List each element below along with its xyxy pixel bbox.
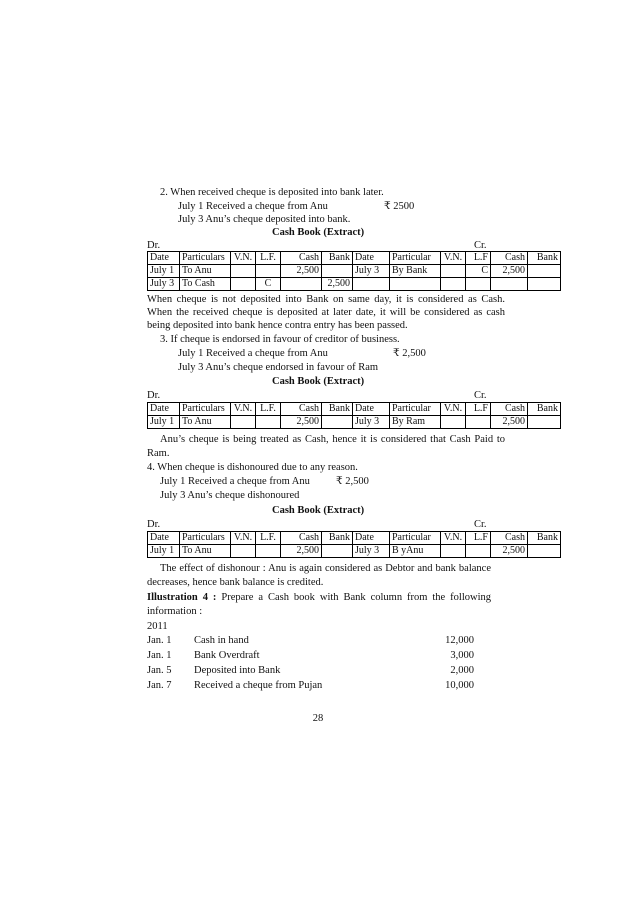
- illustration-item-date: Jan. 1: [147, 635, 172, 646]
- illustration-text-2: information :: [147, 606, 203, 617]
- table-cell: [441, 545, 466, 558]
- section-2-dr: Dr.: [147, 240, 161, 251]
- table-cell: [466, 416, 491, 429]
- illustration-item-amount: 2,000: [450, 665, 474, 676]
- table-header-cell: L.F: [466, 403, 491, 416]
- table-header-cell: Cash: [491, 532, 528, 545]
- illustration-label: Illustration 4 :: [147, 592, 217, 603]
- table-header-cell: Cash: [281, 532, 322, 545]
- illustration-year: 2011: [147, 621, 168, 632]
- table-header-row: [148, 532, 561, 545]
- illustration-item-desc: Deposited into Bank: [194, 665, 281, 676]
- section-4-cr: Cr.: [474, 519, 487, 530]
- illustration-text-1: Prepare a Cash book with Bank column from the following: [216, 592, 491, 603]
- table-cell: C: [466, 265, 491, 278]
- table-cell: To Anu: [180, 545, 231, 558]
- section-4-line-1: July 1 Received a cheque from Anu: [160, 476, 310, 487]
- table-cell: [256, 545, 281, 558]
- table-cell: 2,500: [491, 265, 528, 278]
- table-row: [148, 265, 561, 278]
- table-header-cell: Bank: [322, 403, 353, 416]
- table-cell: [231, 278, 256, 291]
- section-4-dr: Dr.: [147, 519, 161, 530]
- illustration-item-date: Jan. 5: [147, 665, 172, 676]
- table-header-cell: Date: [148, 252, 180, 265]
- section-2-cr: Cr.: [474, 240, 487, 251]
- table-cell: [441, 278, 466, 291]
- table-cell: By Bank: [390, 265, 441, 278]
- section-3-dr: Dr.: [147, 390, 161, 401]
- table-row: [148, 416, 561, 429]
- table-cell: [353, 278, 390, 291]
- table-header-cell: Bank: [322, 532, 353, 545]
- table-cell: [466, 545, 491, 558]
- table-header-cell: V.N.: [441, 252, 466, 265]
- table-cell: 2,500: [281, 545, 322, 558]
- section-3-line-2: July 3 Anu’s cheque endorsed in favour of Ram: [178, 362, 379, 373]
- illustration-item-date: Jan. 7: [147, 680, 172, 691]
- illustration-item-desc: Bank Overdraft: [194, 650, 260, 661]
- table-cell: B yAnu: [390, 545, 441, 558]
- section-3-title: Cash Book (Extract): [272, 376, 365, 387]
- illustration-item-date: Jan. 1: [147, 650, 172, 661]
- table-header-cell: Date: [148, 403, 180, 416]
- table-header-cell: Cash: [281, 403, 322, 416]
- table-cell: July 3: [353, 545, 390, 558]
- table-header-cell: V.N.: [441, 403, 466, 416]
- table-cell: 2,500: [491, 416, 528, 429]
- table-header-cell: Cash: [491, 403, 528, 416]
- illustration-item-desc: Received a cheque from Pujan: [194, 680, 323, 691]
- table-cell: July 1: [148, 265, 180, 278]
- table-cell: [491, 278, 528, 291]
- section-4-para-2: decreases, hence bank balance is credited.: [147, 577, 324, 588]
- table-cell: To Anu: [180, 265, 231, 278]
- section-2-line-1: July 1 Received a cheque from Anu: [178, 201, 328, 212]
- table-header-cell: L.F.: [256, 403, 281, 416]
- table-header-cell: Particular: [390, 532, 441, 545]
- table-cell: [322, 416, 353, 429]
- table-header-cell: Bank: [528, 252, 561, 265]
- section-2-line-2: July 3 Anu’s cheque deposited into bank.: [178, 214, 351, 225]
- table-cell: [231, 545, 256, 558]
- table-cell: [441, 265, 466, 278]
- table-cell: [322, 545, 353, 558]
- section-3-line-1: July 1 Received a cheque from Anu: [178, 348, 328, 359]
- cash-book-table-3: [147, 402, 561, 429]
- table-cell: [441, 416, 466, 429]
- table-cell: July 3: [353, 416, 390, 429]
- table-cell: [528, 545, 561, 558]
- table-cell: To Anu: [180, 416, 231, 429]
- table-cell: July 3: [148, 278, 180, 291]
- table-header-cell: Particulars: [180, 252, 231, 265]
- table-cell: To Cash: [180, 278, 231, 291]
- table-header-cell: Particular: [390, 403, 441, 416]
- table-cell: [281, 278, 322, 291]
- table-header-cell: L.F: [466, 532, 491, 545]
- table-row: [148, 545, 561, 558]
- table-header-cell: V.N.: [231, 252, 256, 265]
- section-3-para-1: Anu’s cheque is being treated as Cash, hence it is considered that Cash Paid to: [160, 434, 505, 445]
- table-header-cell: L.F: [466, 252, 491, 265]
- section-4-line-1-amount: ₹ 2,500: [336, 476, 369, 487]
- table-header-cell: Particular: [390, 252, 441, 265]
- section-2-para-2: When the received cheque is deposited at later date, it will be considered as cash: [147, 307, 505, 318]
- table-header-cell: Date: [353, 532, 390, 545]
- table-header-cell: L.F.: [256, 532, 281, 545]
- table-cell: [528, 265, 561, 278]
- table-cell: July 1: [148, 416, 180, 429]
- table-cell: [322, 265, 353, 278]
- table-cell: 2,500: [491, 545, 528, 558]
- table-header-cell: Bank: [528, 532, 561, 545]
- table-cell: [231, 265, 256, 278]
- table-cell: 2,500: [322, 278, 353, 291]
- section-2-title: Cash Book (Extract): [272, 227, 365, 238]
- section-4-heading: 4. When cheque is dishonoured due to any reason.: [147, 462, 358, 473]
- section-2-para-1: When cheque is not deposited into Bank on same day, it is considered as Cash.: [147, 294, 505, 305]
- table-header-cell: Particulars: [180, 532, 231, 545]
- section-3-line-1-amount: ₹ 2,500: [393, 348, 426, 359]
- table-header-cell: Particulars: [180, 403, 231, 416]
- table-cell: 2,500: [281, 416, 322, 429]
- table-header-cell: Date: [353, 403, 390, 416]
- table-header-cell: Bank: [528, 403, 561, 416]
- table-header-cell: Bank: [322, 252, 353, 265]
- table-cell: C: [256, 278, 281, 291]
- table-cell: [256, 416, 281, 429]
- illustration-item-amount: 10,000: [445, 680, 474, 691]
- table-cell: July 1: [148, 545, 180, 558]
- section-2-line-1-amount: ₹ 2500: [384, 201, 415, 212]
- section-4-para-1: The effect of dishonour : Anu is again considered as Debtor and bank balance: [160, 563, 491, 574]
- table-cell: July 3: [353, 265, 390, 278]
- table-header-row: [148, 403, 561, 416]
- table-cell: By Ram: [390, 416, 441, 429]
- section-2-para-3: being deposited into bank hence contra entry has been passed.: [147, 320, 408, 331]
- section-2-heading: 2. When received cheque is deposited into bank later.: [160, 187, 384, 198]
- table-cell: [390, 278, 441, 291]
- table-row: [148, 278, 561, 291]
- illustration-item-desc: Cash in hand: [194, 635, 249, 646]
- table-cell: [256, 265, 281, 278]
- table-header-row: [148, 252, 561, 265]
- table-header-cell: V.N.: [441, 532, 466, 545]
- table-cell: [528, 278, 561, 291]
- section-3-para-2: Ram.: [147, 448, 170, 459]
- section-3-heading: 3. If cheque is endorsed in favour of creditor of business.: [160, 334, 400, 345]
- table-header-cell: Cash: [491, 252, 528, 265]
- table-cell: [528, 416, 561, 429]
- section-4-title: Cash Book (Extract): [272, 505, 365, 516]
- cash-book-table-2: [147, 251, 561, 291]
- cash-book-table-4: [147, 531, 561, 558]
- table-header-cell: Cash: [281, 252, 322, 265]
- table-header-cell: V.N.: [231, 403, 256, 416]
- section-3-cr: Cr.: [474, 390, 487, 401]
- table-header-cell: L.F.: [256, 252, 281, 265]
- page-number: 28: [312, 713, 324, 724]
- table-header-cell: Date: [353, 252, 390, 265]
- illustration-intro: [147, 591, 491, 604]
- section-4-line-2: July 3 Anu’s cheque dishonoured: [160, 490, 300, 501]
- table-header-cell: V.N.: [231, 532, 256, 545]
- table-cell: [466, 278, 491, 291]
- table-header-cell: Date: [148, 532, 180, 545]
- table-cell: 2,500: [281, 265, 322, 278]
- illustration-item-amount: 12,000: [445, 635, 474, 646]
- illustration-item-amount: 3,000: [450, 650, 474, 661]
- table-cell: [231, 416, 256, 429]
